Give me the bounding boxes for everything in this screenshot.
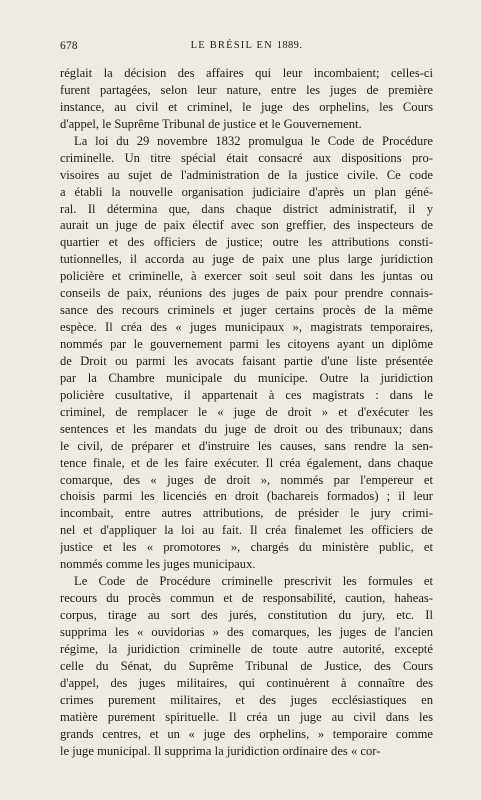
text-line: nel et d'appliquer la loi au fait. Il créa finalemet les officiers de xyxy=(60,523,433,538)
paragraph xyxy=(60,133,433,573)
text-line: sentences et les mandats du juge de droit ou des tribunaux; dans xyxy=(60,421,433,436)
text-line: d'appel, des juges militaires, qui continuèrent à connaître des xyxy=(60,675,433,690)
text-line: nommés comme les juges municipaux. xyxy=(60,557,256,572)
text-line: furent partagées, selon leur nature, entre les juges de première xyxy=(60,82,433,97)
paragraph xyxy=(60,573,433,759)
text-line: réglait la décision des affaires qui leur incombaient; celles-ci xyxy=(60,66,433,80)
text-line: corpus, tirage au sort des jurés, constitution du jury, etc. Il xyxy=(60,608,433,622)
body-text xyxy=(60,65,433,759)
text-line: ral. Il détermina que, dans chaque district administratif, il y xyxy=(60,201,433,216)
running-title xyxy=(60,40,433,51)
text-line: sance des recours criminels et juger certains procès de la même xyxy=(60,303,433,318)
text-line: instance, au civil et criminel, le juge des orphelins, les Cours xyxy=(60,99,433,114)
text-line: recours du procès commun et de responsabilité, caution, haheas- xyxy=(60,591,433,606)
text-line: criminelle. Un titre spécial était consacré aux dispositions pro- xyxy=(60,150,433,165)
text-line: matière purement spirituelle. Il créa un juge au civil dans les xyxy=(60,709,433,724)
text-line: criminel, de remplacer le « juge de droit » et d'exécuter les xyxy=(60,404,433,419)
text-line: choisis parmi les licenciés en droit (bachareis formados) ; il leur xyxy=(60,489,433,504)
text-line: grands centres, et un « juge des orphelins, » temporaire comme xyxy=(60,726,433,741)
text-line: aurait un juge de paix électif avec son greffier, des inspecteurs de xyxy=(60,218,433,233)
text-line: tence finale, et de les faire exécuter. Il créa également, dans chaque xyxy=(60,455,433,470)
text-line: régime, la juridiction criminelle de toute autre autorité, excepté xyxy=(60,641,433,656)
text-line: par la Chambre municipale du municipe. Outre la juridiction xyxy=(60,370,433,385)
text-line: le civil, de préparer et d'instruire les causes, sans rendre la sen- xyxy=(60,438,433,453)
text-line: visoires au sujet de l'administration de la justice civile. Ce code xyxy=(60,167,433,182)
text-line: tutionnelles, il accorda au juge de paix une plus large juridiction xyxy=(60,252,433,267)
text-line: justice et les « promotores », chargés du ministère public, et xyxy=(60,540,433,555)
paragraph xyxy=(60,65,433,133)
text-line: le juge municipal. Il supprima la juridiction ordinaire des « cor- xyxy=(60,743,381,758)
text-line: comarque, des « juges de droit », nommés par l'empereur et xyxy=(60,472,433,487)
text-line: policière et criminelle, à exercer soit seul soit dans les juntas ou xyxy=(60,269,433,284)
text-line: La loi du 29 novembre 1832 promulgua le Code de Procédure xyxy=(74,133,433,148)
text-line: d'appel, le Suprême Tribunal de justice et le Gouvernement. xyxy=(60,116,362,131)
page-number: 678 xyxy=(60,40,78,52)
text-line: Le Code de Procédure criminelle prescrivit les formules et xyxy=(74,574,433,589)
text-line: policière cusultative, il appartenait à ces magistrats : dans le xyxy=(60,387,433,402)
text-line: quartier et des officiers de justice; outre les attributions consti- xyxy=(60,235,433,250)
running-title-year: 1889. xyxy=(276,40,303,51)
text-line: supprima les « ouvidorias » des comarques, les juges de l'ancien xyxy=(60,624,433,639)
running-head xyxy=(60,40,433,56)
text-line: espèce. Il créa des « juges municipaux », magistrats temporaires, xyxy=(60,320,433,335)
running-title-text: LE BRÉSIL EN xyxy=(190,40,273,51)
text-line: celle du Sénat, du Suprême Tribunal de Justice, des Cours xyxy=(60,658,433,673)
text-line: a établi la nouvelle organisation judiciaire d'après un plan géné- xyxy=(60,184,433,199)
text-line: conseils de paix, réunions des juges de paix pour prendre connais- xyxy=(60,286,433,301)
text-line: crimes purement militaires, et des juges ecclésiastiques en xyxy=(60,692,433,707)
text-line: incombait, entre autres attributions, de présider le jury crimi- xyxy=(60,506,433,521)
text-line: de Droit ou parmi les avocats faisant partie d'une liste présentée xyxy=(60,353,433,368)
text-line: nommés par le gouvernement parmi les citoyens ayant un diplôme xyxy=(60,337,433,351)
